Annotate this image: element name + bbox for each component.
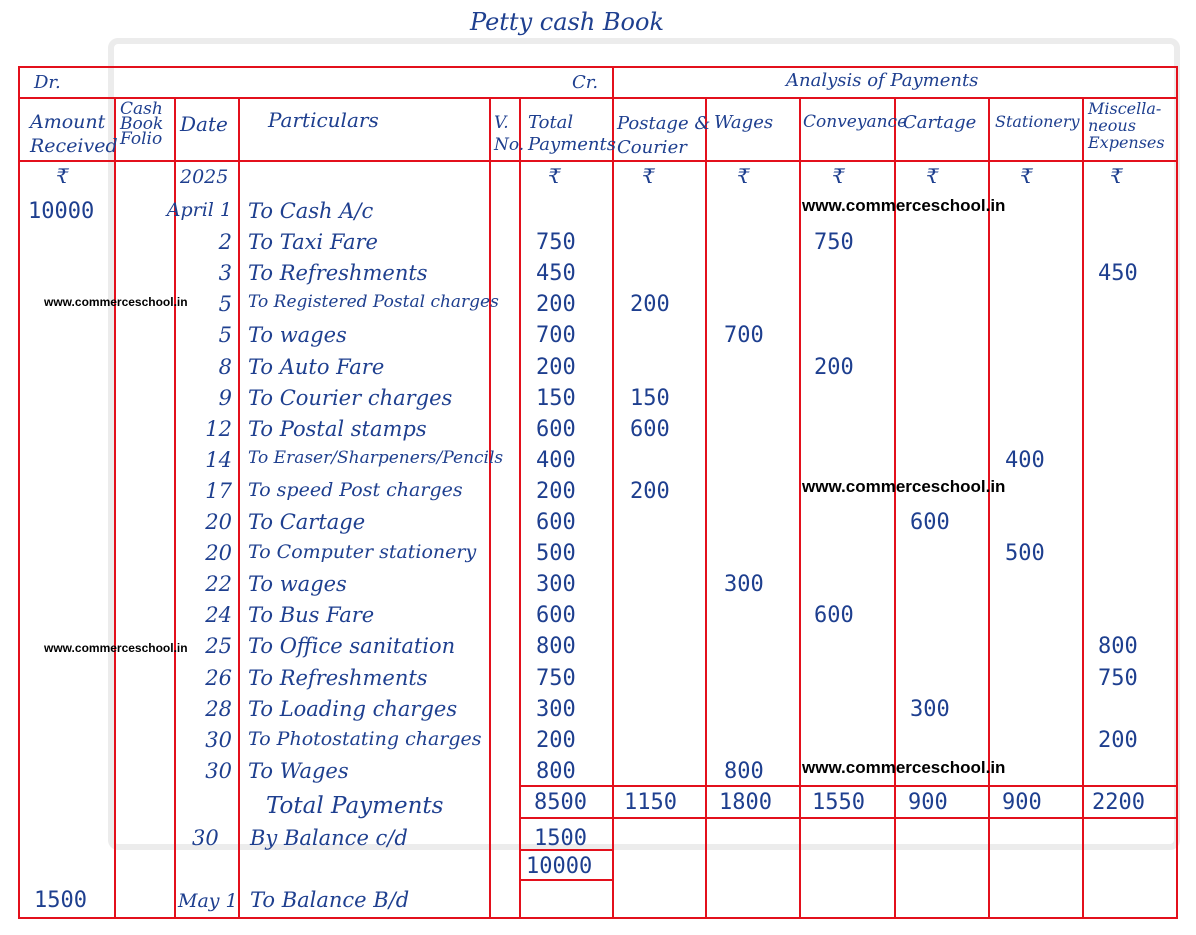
watermark: www.commerceschool.in (44, 641, 188, 655)
postage-cell: 150 (630, 385, 670, 411)
particulars-cell: To Auto Fare (248, 354, 385, 379)
particulars-cell: To speed Post charges (248, 478, 463, 501)
column-rule (799, 97, 801, 919)
watermark: www.commerceschool.in (802, 196, 1006, 215)
currency-symbol: ₹ (926, 164, 939, 188)
table-top-border (18, 66, 1178, 68)
date-cell: April 1 (166, 199, 232, 221)
balance-bd-amount: 1500 (34, 888, 87, 913)
watermark: www.commerceschool.in (802, 758, 1006, 777)
cartage-cell: 600 (910, 510, 950, 535)
total-payment-cell: 750 (536, 230, 576, 256)
cartage-cell: 300 (910, 696, 950, 722)
total-payment-cell: 600 (536, 416, 576, 442)
particulars-cell: To wages (248, 323, 347, 348)
dr-label: Dr. (34, 72, 61, 93)
particulars-cell: To Refreshments (248, 261, 428, 286)
conveyance-cell: 200 (814, 354, 854, 380)
wages-cell: 800 (724, 758, 764, 784)
total-payment-cell: 200 (536, 727, 576, 753)
date-cell: 25 (205, 634, 232, 659)
total-payment-cell: 600 (536, 603, 576, 629)
total-payment-cell: 300 (536, 572, 576, 598)
stationery-cell: 400 (1005, 447, 1045, 473)
total-payment-cell: 150 (536, 385, 576, 411)
balance-cd-particulars: By Balance c/d (250, 826, 408, 850)
date-cell: 8 (218, 354, 232, 379)
misc-expenses-header: Miscella- neous Expenses (1088, 99, 1165, 152)
date-cell: 22 (205, 572, 232, 597)
table-bottom-border (18, 917, 1178, 919)
postage-cell: 200 (630, 478, 670, 504)
postage-total: 1150 (624, 790, 677, 815)
particulars-cell: To Loading charges (248, 696, 458, 721)
postage-cell: 200 (630, 292, 670, 318)
particulars-cell: To Postal stamps (248, 416, 427, 441)
date-cell: 28 (205, 696, 232, 721)
wages-cell: 700 (724, 323, 764, 349)
cartage-total: 900 (908, 790, 948, 815)
particulars-cell: To Wages (248, 758, 349, 783)
date-cell: 5 (218, 323, 232, 348)
column-rule (894, 97, 896, 919)
column-rule (705, 97, 707, 919)
particulars-header: Particulars (268, 108, 379, 132)
total-payments-header: Total Payments (528, 112, 616, 155)
total-payment-cell: 800 (536, 634, 576, 660)
misc-total: 2200 (1092, 790, 1145, 815)
total-payment-cell: 200 (536, 292, 576, 318)
column-rule (1082, 97, 1084, 919)
header-rule (18, 97, 1178, 99)
balance-bd-particulars: To Balance B/d (250, 888, 410, 912)
currency-symbol: ₹ (548, 164, 561, 188)
currency-symbol: ₹ (1020, 164, 1033, 188)
date-cell: 30 (205, 758, 232, 783)
date-cell: 24 (205, 603, 232, 628)
currency-symbol: ₹ (1110, 164, 1123, 188)
grand-total-bottom-rule (519, 879, 613, 881)
analysis-label: Analysis of Payments (786, 70, 979, 91)
stationery-header: Stationery (995, 112, 1080, 131)
total-payment-cell: 500 (536, 541, 576, 567)
total-payment-cell: 400 (536, 447, 576, 473)
date-cell: 12 (205, 416, 232, 441)
conveyance-total: 1550 (812, 790, 865, 815)
date-cell: 5 (218, 292, 232, 317)
date-cell: 14 (205, 447, 232, 472)
total-payment-cell: 300 (536, 696, 576, 722)
cash-book-folio-header: Cash Book Folio (120, 99, 164, 149)
particulars-cell: To Courier charges (248, 385, 453, 410)
column-rule (114, 97, 116, 919)
voucher-no-header: V. No. (494, 113, 525, 155)
date-cell: 2 (218, 230, 232, 255)
table-left-border (18, 66, 20, 919)
conveyance-header: Conveyance (803, 112, 908, 132)
postage-cell: 600 (630, 416, 670, 442)
currency-symbol: ₹ (737, 164, 750, 188)
amount-received-cell: 10000 (28, 199, 95, 224)
total-payment-cell: 450 (536, 261, 576, 287)
particulars-cell: To Refreshments (248, 665, 428, 690)
page-title: Petty cash Book (470, 8, 664, 36)
column-rule (489, 97, 491, 919)
balance-cd-amount: 1500 (534, 826, 587, 851)
stationery-cell: 500 (1005, 541, 1045, 567)
watermark: www.commerceschool.in (802, 477, 1006, 496)
currency-symbol: ₹ (56, 164, 69, 188)
column-rule (519, 97, 521, 919)
date-cell: 9 (218, 385, 232, 410)
totals-top-rule (519, 785, 1178, 787)
wages-cell: 300 (724, 572, 764, 598)
date-cell: 26 (205, 665, 232, 690)
header-rule (18, 160, 1178, 162)
postage-courier-header: Postage & Courier (617, 113, 711, 158)
cartage-header: Cartage (903, 112, 977, 133)
misc-cell: 800 (1098, 634, 1138, 660)
particulars-cell: To Office sanitation (248, 634, 456, 659)
date-cell: 17 (205, 478, 232, 503)
total-payment-cell: 750 (536, 665, 576, 691)
date-cell: 3 (218, 261, 232, 286)
particulars-cell: To Cartage (248, 510, 366, 534)
amount-received-header: Amount Received (30, 111, 118, 157)
particulars-cell: To Taxi Fare (248, 230, 378, 255)
total-payment-cell: 800 (536, 758, 576, 784)
particulars-cell: To wages (248, 572, 347, 597)
watermark: www.commerceschool.in (44, 295, 188, 309)
total-payment-cell: 700 (536, 323, 576, 349)
particulars-cell: To Bus Fare (248, 603, 375, 628)
total-payment-cell: 200 (536, 478, 576, 504)
total-payments-label: Total Payments (266, 793, 444, 819)
particulars-cell: To Cash A/c (248, 199, 374, 223)
cr-label: Cr. (572, 72, 599, 93)
currency-symbol: ₹ (642, 164, 655, 188)
balance-bd-date: May 1 (178, 890, 238, 912)
conveyance-cell: 600 (814, 603, 854, 629)
misc-cell: 200 (1098, 727, 1138, 753)
particulars-cell: To Eraser/Sharpeners/Pencils (248, 447, 504, 468)
misc-cell: 450 (1098, 261, 1138, 287)
particulars-cell: To Photostating charges (248, 727, 482, 750)
total-payment-cell: 600 (536, 510, 576, 535)
conveyance-cell: 750 (814, 230, 854, 256)
year-label: 2025 (180, 166, 229, 188)
wages-header: Wages (714, 112, 774, 133)
misc-cell: 750 (1098, 665, 1138, 691)
date-cell: 20 (205, 510, 232, 534)
total-payment-cell: 200 (536, 354, 576, 380)
totals-bottom-rule (519, 817, 1178, 819)
balance-cd-date: 30 (192, 826, 219, 850)
particulars-cell: To Registered Postal charges (248, 292, 499, 313)
column-rule (988, 97, 990, 919)
column-rule (612, 66, 614, 919)
date-header: Date (180, 112, 228, 136)
currency-symbol: ₹ (832, 164, 845, 188)
column-rule (238, 97, 240, 919)
date-cell: 20 (205, 541, 232, 566)
grand-total: 10000 (526, 854, 593, 879)
date-cell: 30 (205, 727, 232, 752)
wages-total: 1800 (719, 790, 772, 815)
table-right-border (1176, 66, 1178, 919)
stationery-total: 900 (1002, 790, 1042, 815)
total-payments-sum: 8500 (534, 790, 587, 815)
particulars-cell: To Computer stationery (248, 541, 477, 564)
